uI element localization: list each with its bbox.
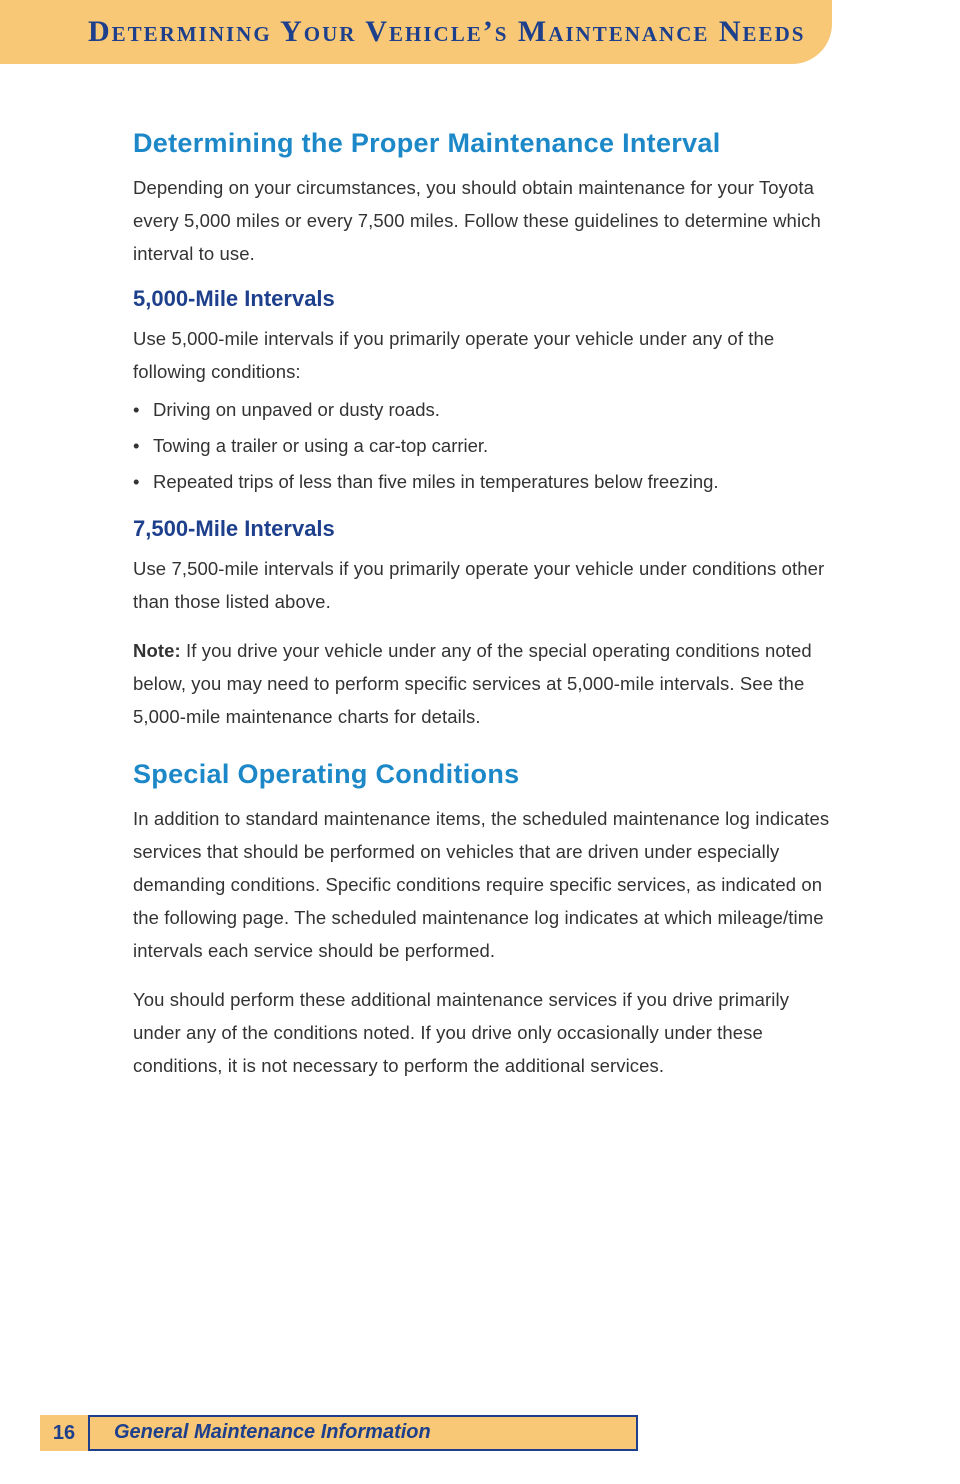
list-item	[133, 464, 833, 500]
note-label: Note:	[133, 640, 181, 661]
seven-thousand-intro: Use 7,500-mile intervals if you primarily operate your vehicle under conditions other than those listed above.	[133, 558, 825, 612]
special-para-2: You should perform these additional maintenance services if you drive primarily under any of the conditions noted. If you drive only occasionally under these conditions, it is not necessary to perform the additional services.	[133, 989, 790, 1076]
header-band	[0, 0, 832, 64]
list-item-text: Driving on unpaved or dusty roads.	[153, 399, 440, 420]
interval-intro: Depending on your circumstances, you should obtain maintenance for your Toyota every 5,000 miles or every 7,500 miles. Follow these guidelines to determine which interval to use.	[133, 177, 821, 264]
special-section-title: Special Operating Conditions	[133, 759, 520, 789]
page-number: 16	[40, 1415, 88, 1451]
main-content	[133, 128, 833, 1098]
interval-section-title: Determining the Proper Maintenance Interval	[133, 128, 721, 158]
footer-section-box	[88, 1415, 638, 1451]
bullet-icon: •	[133, 471, 140, 492]
list-item-text: Towing a trailer or using a car-top carrier.	[153, 435, 489, 456]
page-header-title: Determining Your Vehicle’s Maintenance Needs	[88, 15, 806, 48]
five-thousand-title: 5,000-Mile Intervals	[133, 286, 335, 311]
footer-section-title: General Maintenance Information	[114, 1421, 431, 1443]
note-paragraph	[133, 634, 833, 733]
five-thousand-intro: Use 5,000-mile intervals if you primarily operate your vehicle under any of the following conditions:	[133, 328, 775, 382]
list-item	[133, 392, 833, 428]
list-item-text: Repeated trips of less than five miles in temperatures below freezing.	[153, 471, 719, 492]
bullet-icon: •	[133, 435, 140, 456]
note-text: If you drive your vehicle under any of the special operating conditions noted below, you may need to perform specific services at 5,000-mile intervals. See the 5,000-mile maintenance charts for details.	[133, 640, 812, 727]
bullet-icon: •	[133, 399, 140, 420]
list-item	[133, 428, 833, 464]
condition-list	[133, 392, 833, 500]
seven-thousand-title: 7,500-Mile Intervals	[133, 516, 335, 541]
special-para-1: In addition to standard maintenance items, the scheduled maintenance log indicates services that should be performed on vehicles that are driven under especially demanding conditions. Specific conditions require specific services, as indicated on the following page. The scheduled maintenance log indicates at which mileage/time intervals each service should be performed.	[133, 808, 830, 961]
